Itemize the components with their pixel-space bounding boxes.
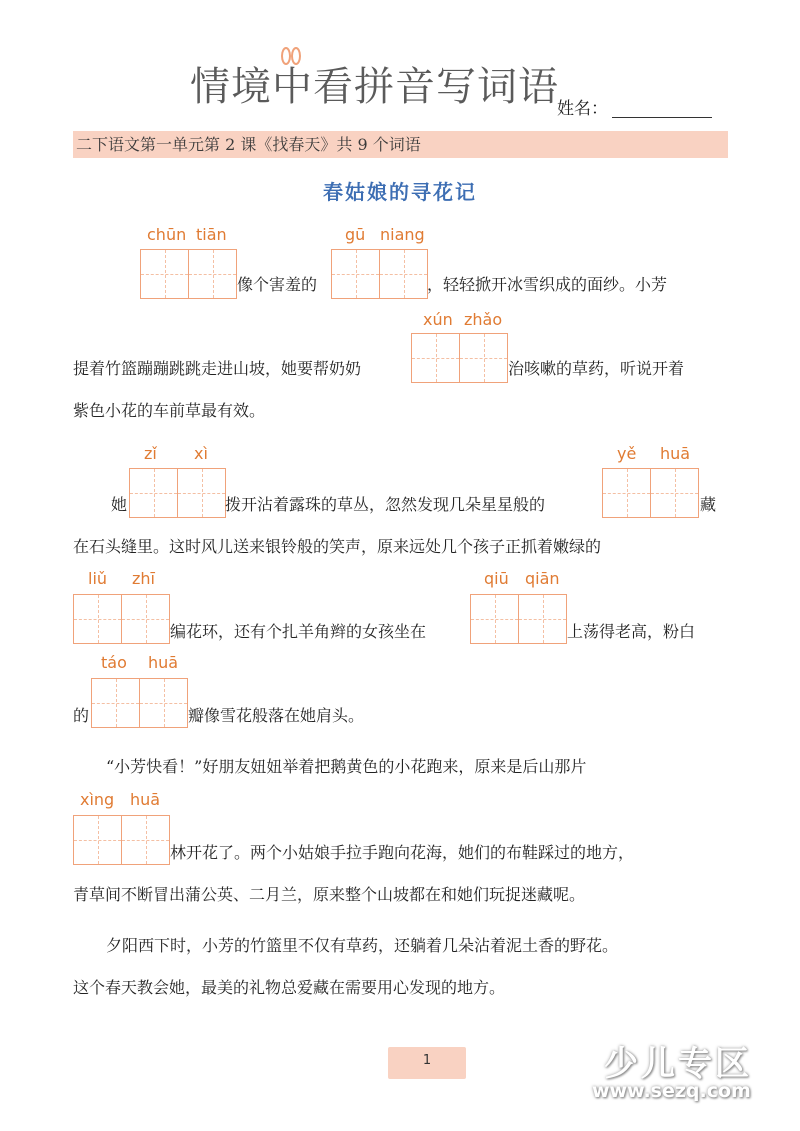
pinyin-syllable: zhǎo bbox=[464, 310, 503, 329]
story-text: 在石头缝里。这时风儿送来银铃般的笑声，原来远处几个孩子正抓着嫩绿的 bbox=[73, 537, 602, 556]
writing-cell[interactable] bbox=[140, 249, 189, 299]
pinyin-syllable: yě bbox=[617, 444, 637, 463]
story-text: 藏 bbox=[700, 495, 717, 514]
pinyin-syllable: gū bbox=[345, 225, 366, 244]
worksheet-title: 情境中看拼音写词语 bbox=[190, 64, 559, 110]
writing-cell[interactable] bbox=[177, 468, 226, 518]
lesson-banner-text: 二下语文第一单元第 2 课《找春天》共 9 个词语 bbox=[76, 135, 421, 154]
writing-box[interactable] bbox=[91, 678, 187, 728]
pinyin-syllable: liǔ bbox=[88, 569, 108, 588]
pinyin-syllable: qiān bbox=[525, 569, 560, 588]
story-text: 的 bbox=[73, 706, 90, 725]
page-number: 1 bbox=[422, 1053, 432, 1068]
writing-cell[interactable] bbox=[121, 815, 170, 865]
story-text: 青草间不断冒出蒲公英、二月兰，原来整个山坡都在和她们玩捉迷藏呢。 bbox=[73, 885, 586, 904]
name-label: 姓名： bbox=[557, 99, 608, 119]
pinyin-syllable: huā bbox=[148, 653, 179, 672]
writing-cell[interactable] bbox=[518, 594, 567, 644]
name-blank[interactable] bbox=[612, 117, 712, 118]
writing-cell[interactable] bbox=[459, 333, 508, 383]
story-text: 夕阳西下时，小芳的竹篮里不仅有草药，还躺着几朵沾着泥土香的野花。 bbox=[106, 936, 619, 955]
writing-cell[interactable] bbox=[331, 249, 380, 299]
pinyin-syllable: niang bbox=[380, 225, 425, 244]
pinyin-syllable: xún bbox=[423, 310, 453, 329]
pinyin-syllable: qiū bbox=[484, 569, 509, 588]
story-text: “小芳快看！”好朋友妞妞举着把鹅黄色的小花跑来，原来是后山那片 bbox=[106, 757, 587, 776]
story-text: 这个春天教会她，最美的礼物总爱藏在需要用心发现的地方。 bbox=[73, 978, 506, 997]
writing-cell[interactable] bbox=[91, 678, 140, 728]
writing-cell[interactable] bbox=[139, 678, 188, 728]
story-text: 提着竹篮蹦蹦跳跳走进山坡，她要帮奶奶 bbox=[73, 359, 362, 378]
writing-cell[interactable] bbox=[188, 249, 237, 299]
story-text: 林开花了。两个小姑娘手拉手跑向花海，她们的布鞋踩过的地方， bbox=[170, 843, 635, 862]
writing-cell[interactable] bbox=[129, 468, 178, 518]
writing-cell[interactable] bbox=[411, 333, 460, 383]
story-text: 瓣像雪花般落在她肩头。 bbox=[188, 706, 365, 725]
writing-cell[interactable] bbox=[650, 468, 699, 518]
writing-cell[interactable] bbox=[470, 594, 519, 644]
writing-box[interactable] bbox=[129, 468, 225, 518]
pinyin-syllable: tiān bbox=[196, 225, 227, 244]
writing-cell[interactable] bbox=[379, 249, 428, 299]
brand-watermark: 少儿专区 bbox=[604, 1044, 752, 1084]
writing-box[interactable] bbox=[73, 594, 169, 644]
pinyin-syllable: zǐ bbox=[144, 444, 157, 463]
writing-cell[interactable] bbox=[73, 815, 122, 865]
writing-cell[interactable] bbox=[121, 594, 170, 644]
story-title: 春姑娘的寻花记 bbox=[323, 180, 477, 204]
pinyin-syllable: chūn bbox=[147, 225, 187, 244]
url-watermark: www.sezq.com bbox=[592, 1080, 751, 1102]
writing-box[interactable] bbox=[73, 815, 169, 865]
pinyin-syllable: xìng bbox=[80, 790, 115, 809]
story-text: 上荡得老高，粉白 bbox=[567, 622, 696, 641]
story-text: 像个害羞的 bbox=[237, 275, 318, 294]
writing-box[interactable] bbox=[470, 594, 566, 644]
writing-cell[interactable] bbox=[73, 594, 122, 644]
pinyin-syllable: huā bbox=[660, 444, 691, 463]
writing-box[interactable] bbox=[140, 249, 236, 299]
writing-box[interactable] bbox=[602, 468, 698, 518]
pinyin-syllable: táo bbox=[101, 653, 127, 672]
story-text: 拨开沾着露珠的草丛，忽然发现几朵星星般的 bbox=[225, 495, 546, 514]
pinyin-syllable: zhī bbox=[132, 569, 155, 588]
pinyin-syllable: xì bbox=[194, 444, 208, 463]
writing-box[interactable] bbox=[331, 249, 427, 299]
writing-box[interactable] bbox=[411, 333, 507, 383]
story-text: 紫色小花的车前草最有效。 bbox=[73, 401, 266, 420]
story-text: 她 bbox=[111, 495, 128, 514]
story-text: 治咳嗽的草药，听说开着 bbox=[508, 359, 685, 378]
story-text: ，轻轻掀开冰雪织成的面纱。小芳 bbox=[427, 275, 668, 294]
writing-cell[interactable] bbox=[602, 468, 651, 518]
pinyin-syllable: huā bbox=[130, 790, 161, 809]
story-text: 编花环，还有个扎羊角辫的女孩坐在 bbox=[170, 622, 427, 641]
